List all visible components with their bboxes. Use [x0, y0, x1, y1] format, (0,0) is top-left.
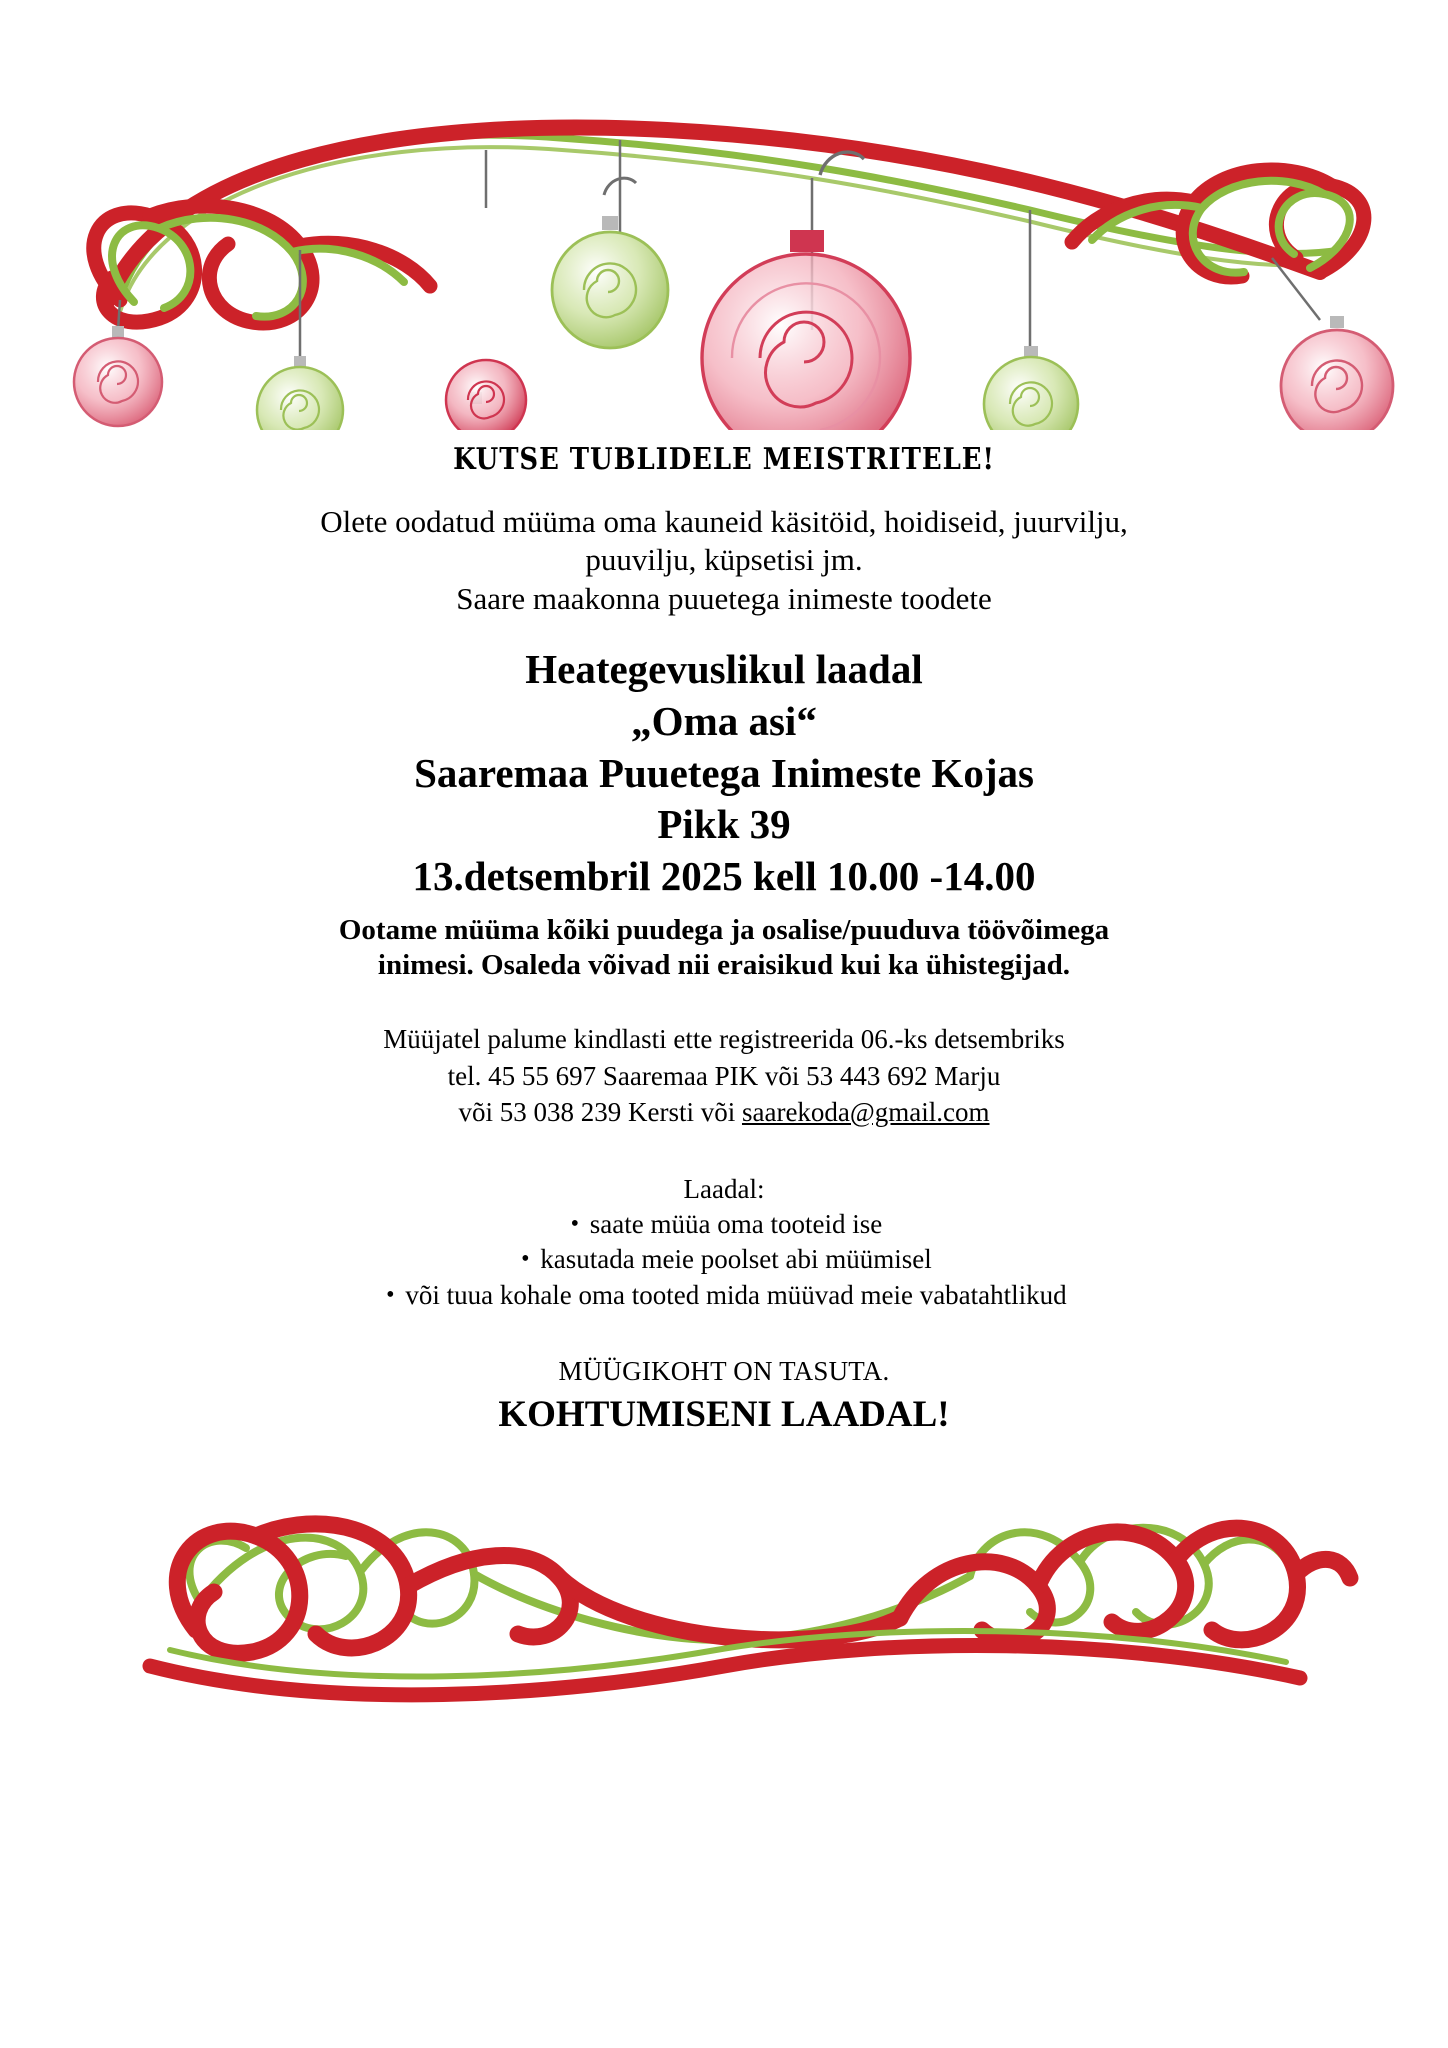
- market-options-list: [120, 1207, 1328, 1314]
- bauble-pink-right: [1281, 316, 1393, 430]
- list-item: [120, 1242, 1328, 1278]
- free-stand-notice: MÜÜGIKOHT ON TASUTA.: [558, 1355, 890, 1386]
- event-subtitle: „Oma asi“: [631, 697, 817, 744]
- registration-deadline: Müüjatel palume kindlasti ette registreerida 06.-ks detsembriks: [383, 1024, 1065, 1055]
- intro-line-3: Saare maakonna puuetega inimeste toodete: [456, 580, 992, 616]
- bauble-green-left: [257, 356, 343, 430]
- intro-paragraph: [120, 503, 1328, 618]
- registration-phone-1: tel. 45 55 697 Saaremaa PIK või 53 443 692 Marju: [447, 1060, 1001, 1091]
- bauble-pink-left: [74, 326, 162, 426]
- list-item-label: või tuua kohale oma tooted mida müüvad meie vabatahtlikud: [405, 1280, 1067, 1311]
- list-item: [120, 1278, 1328, 1314]
- list-item: [120, 1207, 1328, 1243]
- bauble-green-right: [984, 346, 1078, 430]
- bauble-green-upper: [552, 178, 668, 348]
- bullet-icon: •: [570, 1210, 579, 1237]
- bauble-red-small: [446, 360, 526, 430]
- poster-content: [0, 442, 1448, 1436]
- registration-info: [120, 1021, 1328, 1130]
- registration-email-link[interactable]: saarekoda@gmail.com: [741, 1096, 990, 1127]
- bauble-pink-large: [702, 152, 910, 430]
- registration-phone-2-text: või 53 038 239 Kersti või: [458, 1096, 742, 1127]
- list-item-label: saate müüa oma tooteid ise: [589, 1208, 883, 1239]
- bullet-icon: •: [521, 1246, 530, 1273]
- participation-note-line-2: inimesi. Osaleda võivad nii eraisikud kui ka ühistegijad.: [377, 948, 1071, 981]
- event-details: [120, 644, 1328, 902]
- list-item-label: kasutada meie poolset abi müümisel: [540, 1244, 932, 1275]
- christmas-ribbon-baubles-banner: [0, 0, 1448, 430]
- participation-note-line-1: Ootame müüma kõiki puudega ja osalise/puuduva töövõimega: [338, 913, 1110, 946]
- bullet-icon: •: [386, 1282, 395, 1309]
- page-title: KUTSE TUBLIDELE MEISTRITELE!: [453, 442, 995, 477]
- closing-message: KOHTUMISENI LAADAL!: [498, 1393, 950, 1435]
- intro-line-1: Olete oodatud müüma oma kauneid käsitöid, hoidiseid, juurvilju,: [320, 504, 1128, 539]
- christmas-ribbon-swirl-divider: [0, 1452, 1448, 1712]
- registration-phone-2: [120, 1094, 1328, 1130]
- participation-note: [120, 913, 1328, 984]
- event-name: Heategevuslikul laadal: [525, 646, 923, 693]
- intro-line-2: puuvilju, küpsetisi jm.: [585, 542, 863, 578]
- market-options-heading: Laadal:: [683, 1173, 765, 1204]
- event-datetime: 13.detsembril 2025 kell 10.00 -14.00: [412, 852, 1036, 899]
- event-address: Pikk 39: [657, 801, 791, 848]
- event-venue: Saaremaa Puuetega Inimeste Kojas: [414, 749, 1034, 796]
